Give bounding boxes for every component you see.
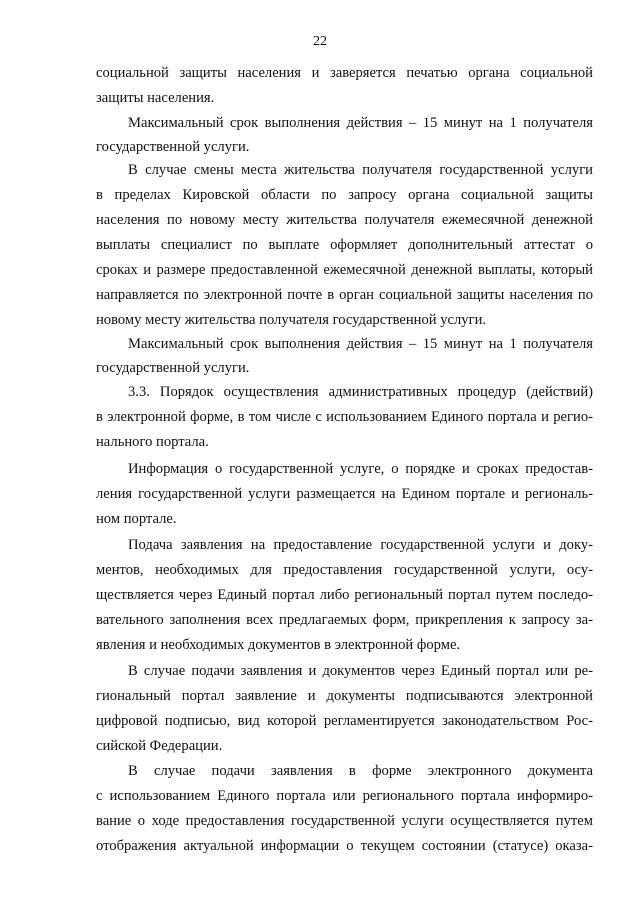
text-line: социальной защиты населения и заверяется печатью органа социальной xyxy=(96,65,593,81)
text-line: сийской Федерации. xyxy=(96,738,223,754)
text-line: Информация о государственной услуге, о порядке и сроках предостав- xyxy=(128,461,593,477)
text-line: В случае смены места жительства получателя государственной услуги xyxy=(128,162,593,178)
text-line: отображения актуальной информации о текущем состоянии (статусе) оказа- xyxy=(96,838,593,854)
text-line: вание о ходе предоставления государственной услуги осуществляется путем xyxy=(96,813,593,829)
text-line: сроках и размере предоставленной ежемесячной денежной выплаты, который xyxy=(96,262,593,278)
text-line: Максимальный срок выполнения действия – 15 минут на 1 получателя xyxy=(128,115,593,131)
text-line: ном портале. xyxy=(96,511,177,527)
text-line: вательного заполнения всех предлагаемых форм, прикрепления к запросу за- xyxy=(96,612,593,628)
text-line: защиты населения. xyxy=(96,90,215,106)
text-line: явления и необходимых документов в электронной форме. xyxy=(96,637,461,653)
text-line: населения по новому месту жительства получателя ежемесячной денежной xyxy=(96,212,593,228)
text-line: направляется по электронной почте в орган социальной защиты населения по xyxy=(96,287,593,303)
text-line: Подача заявления на предоставление государственной услуги и доку- xyxy=(128,537,593,553)
text-line: в электронной форме, в том числе с использованием Единого портала и регио- xyxy=(96,409,593,425)
text-line: Максимальный срок выполнения действия – 15 минут на 1 получателя xyxy=(128,336,593,352)
text-line: с использованием Единого портала или регионального портала информиро- xyxy=(96,788,593,804)
text-line: 3.3. Порядок осуществления административных процедур (действий) xyxy=(128,384,593,400)
text-line: В случае подачи заявления и документов через Единый портал или ре- xyxy=(128,663,593,679)
text-line: ления государственной услуги размещается на Едином портале и региональ- xyxy=(96,486,593,502)
text-line: ществляется через Единый портал либо региональный портал путем последо- xyxy=(96,587,593,603)
text-line: государственной услуги. xyxy=(96,139,250,155)
text-line: государственной услуги. xyxy=(96,360,250,376)
page-number: 22 xyxy=(313,34,327,49)
text-line: ментов, необходимых для предоставления государственной услуги, осу- xyxy=(96,562,593,578)
text-line: В случае подачи заявления в форме электронного документа xyxy=(128,763,593,779)
text-line: в пределах Кировской области по запросу органа социальной защиты xyxy=(96,187,593,203)
text-line: новому месту жительства получателя государственной услуги. xyxy=(96,312,487,328)
text-line: нального портала. xyxy=(96,434,209,450)
text-line: выплаты специалист по выплате оформляет дополнительный аттестат о xyxy=(96,237,593,253)
text-line: цифровой подписью, вид которой регламентируется законодательством Рос- xyxy=(96,713,593,729)
text-line: гиональный портал заявление и документы подписываются электронной xyxy=(96,688,593,704)
